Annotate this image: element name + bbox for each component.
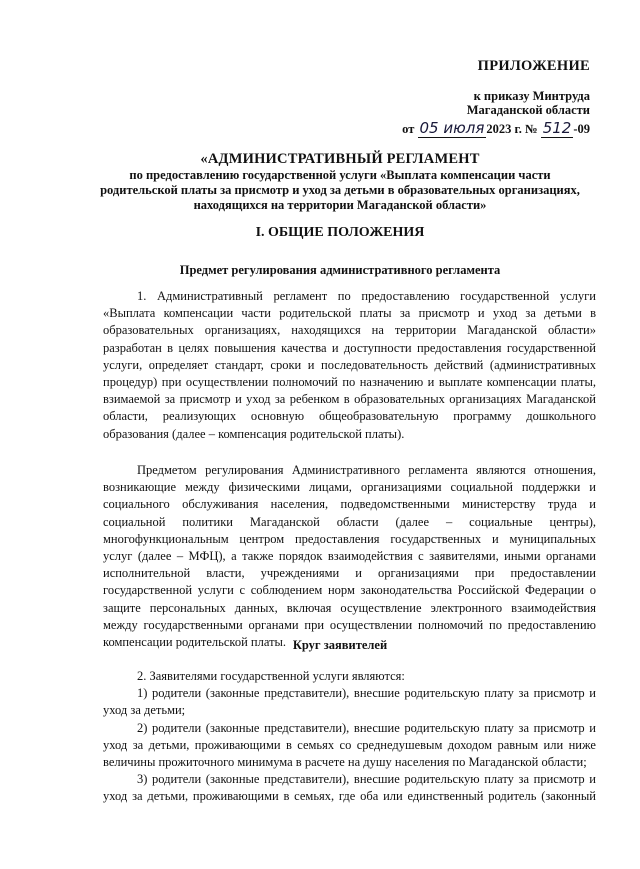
order-number-handwritten: 512 — [542, 119, 572, 137]
text-line: уход за детьми, проживающими в семьях со среднедушевым доходом равным или ниже — [103, 737, 596, 752]
appendix-line-2: Магаданской области — [466, 103, 590, 117]
text-line: защите персональных данных, включая осуществление электронного взаимодействия — [103, 600, 596, 615]
text-line: 3) родители (законные представители), внесшие родительскую плату за присмотр и — [137, 772, 596, 787]
text-line: процедур) при осуществлении полномочий по назначению и выплате компенсации платы, — [103, 375, 596, 390]
order-reference — [390, 119, 590, 138]
text-line: уход за детьми; — [103, 703, 186, 718]
text-line: «Выплата компенсации части родительской платы за присмотр и уход за детьми в — [103, 306, 596, 321]
order-date-handwritten: 05 июля — [419, 119, 485, 137]
text-line: многофункциональным центром предоставления государственных и муниципальных — [103, 531, 596, 546]
subtitle-line: родительской платы за присмотр и уход за детьми в образовательных организациях, — [100, 183, 580, 197]
order-suffix: -09 — [573, 122, 590, 136]
text-line: разработан в целях повышения качества и доступности предоставления государственной — [103, 340, 596, 355]
text-line: Предметом регулирования Административного регламента являются отношения, — [137, 463, 596, 477]
paragraph-2 — [103, 462, 596, 651]
text-line: 2. Заявителями государственной услуги являются: — [137, 669, 405, 683]
subtitle-line: по предоставлению государственной услуги «Выплата компенсации части — [129, 168, 551, 182]
text-line: социального обслуживания населения, подведомственными министерству труда и — [103, 497, 596, 512]
text-line: между государственными органами при осуществлении полномочий по предоставлению — [103, 617, 596, 632]
text-line: величины прожиточного минимума в расчете на душу населения по Магаданской области; — [103, 755, 587, 770]
document-heading: «АДМИНИСТРАТИВНЫЙ РЕГЛАМЕНТ — [200, 151, 480, 167]
appendix-title: ПРИЛОЖЕНИЕ — [477, 58, 590, 74]
text-line: возникающие между физическими лицами, организациями социальной поддержки и — [103, 480, 596, 495]
document-title — [80, 150, 600, 213]
appendix-line-1: к приказу Минтруда — [473, 89, 590, 103]
text-line: 1. Административный регламент по предоставлению государственной услуги — [137, 289, 596, 303]
text-line: области, реализующих основную общеобразовательную программу дошкольного — [103, 409, 596, 424]
text-line: образования (далее – компенсация родительской платы). — [103, 426, 405, 441]
text-line: 2) родители (законные представители), внесшие родительскую плату за присмотр и — [137, 720, 596, 735]
text-line: 1) родители (законные представители), внесшие родительскую плату за присмотр и — [137, 686, 596, 701]
text-line: исполнительной власти, учреждениями и организациями при предоставлении — [103, 566, 596, 581]
paragraph-3 — [103, 668, 596, 806]
section-1-subtitle: Предмет регулирования административного регламента — [179, 263, 501, 277]
text-line: компенсации родительской платы. — [103, 635, 287, 650]
subtitle-line: находящихся на территории Магаданской области» — [193, 198, 487, 212]
text-line: услуг (далее – МФЦ), а также порядок взаимодействия с заявителями, иными органами — [103, 549, 596, 564]
text-line: уход за детьми, проживающими в семьях, где оба или единственный родитель (законный — [103, 789, 596, 804]
order-prefix: от — [402, 122, 415, 136]
text-line: социальной политики Магаданской области (далее – социальные центры), — [103, 514, 596, 529]
text-line: услуги, определяет стандарт, сроки и последовательность действий (административных — [103, 357, 596, 372]
text-line: государственной услуги с соблюдением норм законодательства Российской Федерации о — [103, 583, 596, 598]
text-line: взимаемой за присмотр и уход за ребенком в образовательных организациях Магаданской — [103, 392, 596, 407]
section-2-subtitle: Круг заявителей — [292, 638, 388, 652]
paragraph-1 — [103, 288, 596, 443]
appendix-block — [390, 58, 590, 138]
order-year: 2023 г. № — [486, 122, 538, 136]
section-1-title: I. ОБЩИЕ ПОЛОЖЕНИЯ — [255, 225, 425, 240]
text-line: образовательных организациях, находящихся на территории Магаданской области» — [103, 323, 596, 338]
